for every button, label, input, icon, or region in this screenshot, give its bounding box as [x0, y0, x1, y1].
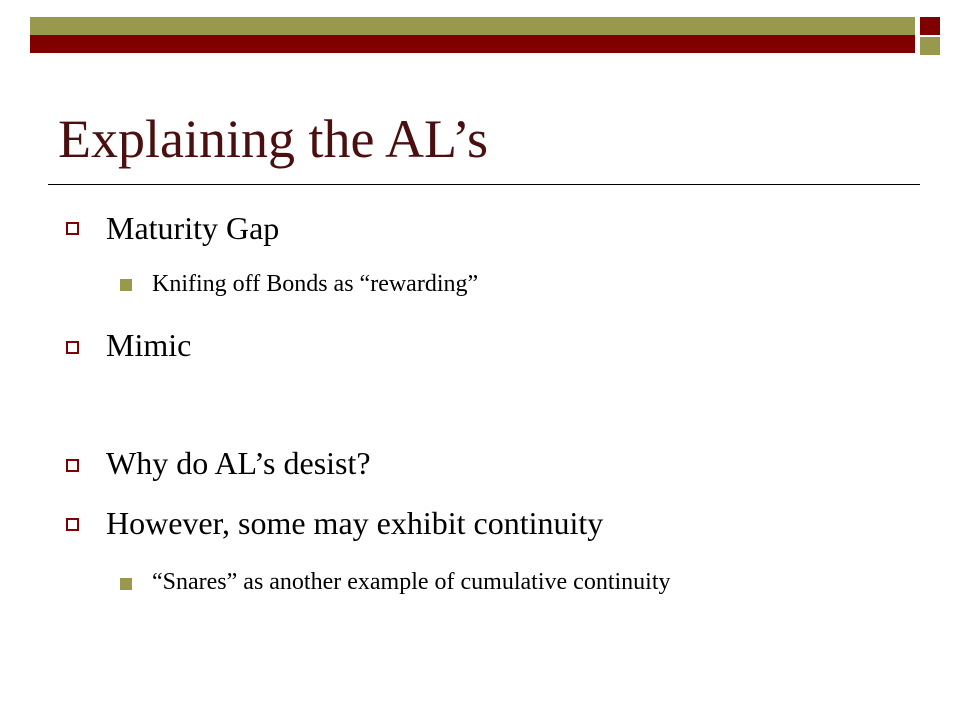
hollow-square-bullet-icon	[66, 518, 79, 531]
solid-square-bullet-icon	[120, 279, 132, 291]
solid-square-bullet-icon	[120, 578, 132, 590]
bullet-mimic: Mimic	[106, 327, 192, 363]
corner-block-olive	[920, 37, 940, 55]
bullet-continuity: However, some may exhibit continuity	[106, 505, 604, 541]
bullet-why-desist: Why do AL’s desist?	[106, 445, 371, 481]
top-bar-maroon	[30, 35, 915, 53]
subbullet-snares: “Snares” as another example of cumulative continuity	[152, 569, 671, 595]
corner-block-maroon	[920, 17, 940, 35]
hollow-square-bullet-icon	[66, 341, 79, 354]
top-bar-olive	[30, 17, 915, 35]
bullet-maturity-gap: Maturity Gap	[106, 210, 280, 246]
subbullet-knifing-off: Knifing off Bonds as “rewarding”	[152, 271, 479, 297]
title-divider	[48, 184, 920, 185]
hollow-square-bullet-icon	[66, 459, 79, 472]
hollow-square-bullet-icon	[66, 222, 79, 235]
slide-title: Explaining the AL’s	[58, 109, 488, 169]
